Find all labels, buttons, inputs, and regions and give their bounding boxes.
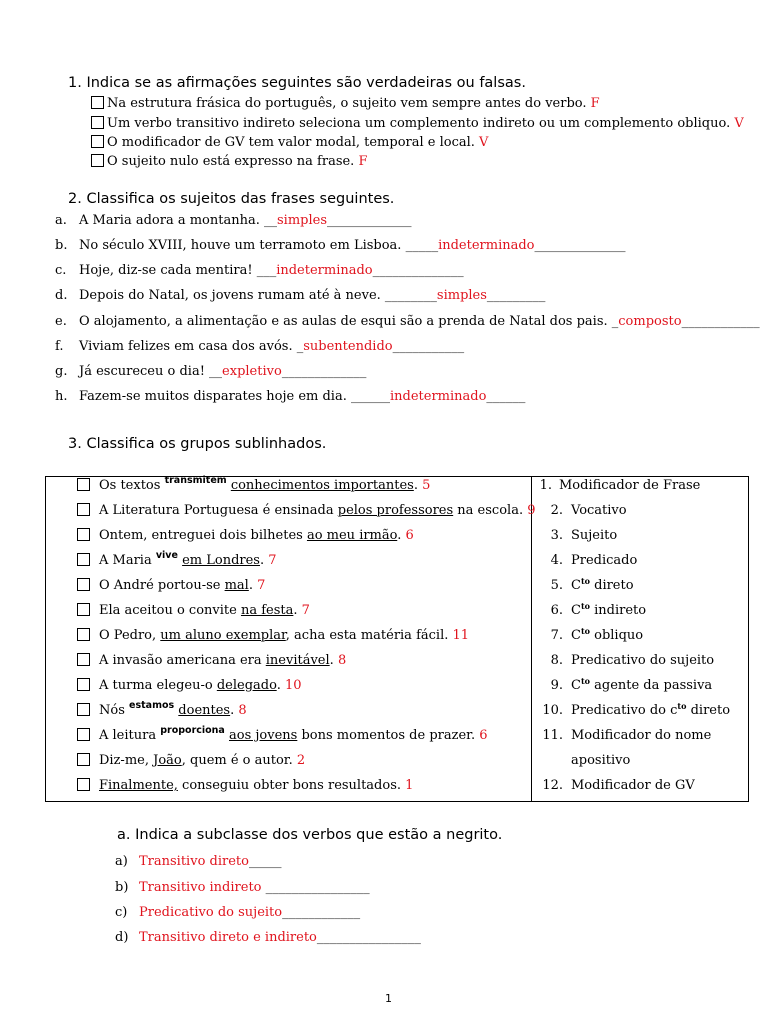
checkbox[interactable] — [77, 603, 90, 616]
function-list-item — [537, 728, 711, 743]
function-number: 12. — [542, 778, 563, 793]
bold-verb: estamos — [129, 700, 175, 711]
subject-item-blank: ______ — [486, 389, 526, 404]
sentence-text: Ela aceitou o convite — [99, 603, 241, 618]
checkbox[interactable] — [77, 678, 90, 691]
tf-item-answer: F — [358, 154, 368, 169]
function-text: direto — [589, 578, 634, 593]
complement-c: C — [571, 603, 581, 618]
tf-item — [91, 116, 744, 131]
table-row — [77, 503, 536, 518]
subject-item-answer: expletivo — [222, 364, 282, 379]
sentence-text: O André portou-se — [99, 578, 225, 593]
subject-item-text: O alojamento, a alimentação e as aulas de esqui são a prenda de Natal dos pais. _ — [79, 314, 619, 329]
checkbox[interactable] — [77, 778, 90, 791]
function-text: Modificador do nome — [571, 728, 712, 743]
tf-item-text: Na estrutura frásica do português, o sujeito vem sempre antes do verbo. — [107, 96, 587, 111]
subject-item-answer: indeterminado — [389, 389, 487, 404]
sentence-text: Diz-me, — [99, 753, 154, 768]
underlined-group: conhecimentos importantes — [230, 478, 414, 493]
complement-sup: to — [580, 601, 590, 611]
subject-item-answer: indeterminado — [276, 263, 373, 278]
subject-item-text: Já escureceu o dia! __ — [79, 364, 223, 379]
complement-c: C — [571, 678, 581, 693]
row-answer: 9 — [527, 503, 536, 518]
checkbox[interactable] — [77, 628, 90, 641]
function-number: 9. — [550, 678, 563, 693]
tf-item — [91, 154, 368, 169]
checkbox[interactable] — [91, 154, 104, 167]
function-number: 7. — [550, 628, 563, 643]
sentence-text: na escola. — [453, 503, 524, 518]
subject-item-text: No século XVIII, houve um terramoto em Lisboa. _____ — [79, 238, 439, 253]
verb-item-blank: _____ — [248, 854, 282, 869]
function-list-item — [537, 503, 627, 518]
table-row — [77, 628, 469, 643]
verb-item — [139, 854, 281, 869]
sentence-text: . — [276, 678, 281, 693]
row-answer: 5 — [422, 478, 431, 493]
table-row — [77, 725, 488, 743]
sentence-text: . — [293, 603, 298, 618]
checkbox[interactable] — [91, 96, 104, 109]
complement-sup: to — [580, 626, 590, 636]
section3-heading: 3. Classifica os grupos sublinhados. — [68, 436, 327, 452]
function-list-item — [537, 528, 617, 543]
subject-item-text: Fazem-se muitos disparates hoje em dia. ______ — [79, 389, 390, 404]
function-list-item — [537, 553, 637, 568]
subject-item-answer: subentendido — [303, 339, 393, 354]
table-row — [77, 753, 305, 768]
function-number: 10. — [542, 703, 563, 718]
underlined-group: João — [153, 753, 182, 768]
row-answer: 2 — [296, 753, 306, 768]
function-list-item — [537, 603, 646, 618]
function-text: Predicativo do c — [571, 703, 678, 718]
complement-sup: to — [677, 701, 687, 711]
table-row — [77, 603, 310, 618]
row-answer: 1 — [405, 778, 414, 793]
sentence-text: , quem é o autor. — [181, 753, 293, 768]
tf-item — [91, 135, 488, 150]
complement-sup: to — [580, 676, 590, 686]
sentence-text: , acha esta matéria fácil. — [285, 628, 449, 643]
subject-item — [79, 389, 525, 404]
subject-item-blank: _____________ — [281, 364, 367, 379]
verb-item-answer: Transitivo direto — [139, 854, 249, 869]
subject-item — [79, 263, 464, 278]
sentence-text: A Literatura Portuguesa é ensinada — [99, 503, 338, 518]
function-number: 1. — [539, 478, 552, 493]
row-answer: 11 — [452, 628, 470, 643]
tf-item — [91, 96, 600, 111]
table-row — [77, 653, 346, 668]
function-list-item — [537, 678, 712, 693]
underlined-group: ao meu irmão — [306, 528, 398, 543]
sentence-text: Ontem, entreguei dois bilhetes — [99, 528, 307, 543]
sectionA-heading: a. Indica a subclasse dos verbos que estão a negrito. — [117, 827, 503, 843]
function-number: 6. — [550, 603, 563, 618]
table-row — [77, 778, 413, 793]
verb-item-answer: Predicativo do sujeito — [139, 905, 283, 920]
sentence-text: conseguiu obter bons resultados. — [177, 778, 402, 793]
complement-c: C — [571, 628, 581, 643]
underlined-group: aos jovens — [229, 728, 298, 743]
subject-item-letter: a. — [55, 213, 67, 228]
row-answer: 8 — [238, 703, 247, 718]
function-list-item — [537, 753, 630, 768]
subject-item-letter: d. — [55, 288, 68, 303]
function-list-item — [537, 578, 634, 593]
sentence-text: O Pedro, — [99, 628, 161, 643]
checkbox[interactable] — [77, 528, 90, 541]
subject-item-blank: _________ — [486, 288, 546, 303]
sentence-text: Nós — [99, 703, 130, 718]
subject-item-blank: _____________ — [327, 213, 412, 228]
subject-item-letter: g. — [55, 364, 68, 379]
subject-item-blank: ______________ — [534, 238, 626, 253]
tf-item-answer: V — [479, 135, 489, 150]
function-number: 4. — [550, 553, 563, 568]
function-text: indireto — [589, 603, 647, 618]
sentence-text: . — [413, 478, 418, 493]
function-text: apositivo — [571, 753, 631, 768]
table-row — [77, 700, 247, 718]
sentence-text: . — [397, 528, 402, 543]
sentence-text: . — [230, 703, 235, 718]
sentence-text: A leitura — [99, 728, 161, 743]
table-row — [77, 528, 414, 543]
underlined-group: doentes — [178, 703, 231, 718]
subject-item-text: Hoje, diz-se cada mentira! ___ — [79, 263, 277, 278]
checkbox[interactable] — [77, 728, 90, 741]
row-answer: 6 — [479, 728, 488, 743]
function-list-item — [537, 703, 730, 718]
table-row — [77, 475, 431, 493]
verb-item-blank: ________________ — [316, 930, 421, 945]
verb-item-letter: d) — [115, 930, 129, 945]
verb-item-answer: Transitivo indireto — [139, 880, 262, 895]
table-divider — [531, 477, 532, 801]
section1-heading: 1. Indica se as afirmações seguintes são verdadeiras ou falsas. — [68, 75, 526, 91]
function-number: 11. — [542, 728, 563, 743]
verb-item — [139, 880, 370, 895]
sentence-text: A invasão americana era — [99, 653, 266, 668]
checkbox[interactable] — [77, 503, 90, 516]
function-text: Modificador de Frase — [559, 478, 701, 493]
bold-verb: transmitem — [164, 475, 227, 486]
tf-item-answer: V — [734, 116, 744, 131]
sentence-text: . — [259, 553, 265, 568]
checkbox[interactable] — [77, 478, 90, 491]
subject-item-blank: ______________ — [372, 263, 464, 278]
function-list-item — [537, 478, 700, 493]
tf-item-answer: F — [590, 96, 600, 111]
function-text: Predicado — [571, 553, 638, 568]
sentence-text: A Maria — [99, 553, 156, 568]
subject-item — [79, 288, 545, 303]
subject-item-letter: h. — [55, 389, 68, 404]
subject-item-answer: indeterminado — [438, 238, 535, 253]
function-list-item — [537, 778, 695, 793]
tf-item-text: O sujeito nulo está expresso na frase. — [107, 154, 355, 169]
verb-item — [139, 930, 421, 945]
subject-item — [79, 364, 366, 379]
function-text: agente da passiva — [589, 678, 713, 693]
subject-item-letter: f. — [55, 339, 64, 354]
sentence-text: Os textos — [99, 478, 165, 493]
underlined-group: Finalmente, — [99, 778, 178, 793]
bold-verb: vive — [155, 550, 178, 561]
underlined-group: pelos professores — [337, 503, 454, 518]
subject-item-letter: c. — [55, 263, 67, 278]
row-answer: 10 — [284, 678, 302, 693]
section2-heading: 2. Classifica os sujeitos das frases seguintes. — [68, 191, 395, 207]
checkbox[interactable] — [77, 578, 90, 591]
checkbox[interactable] — [77, 553, 90, 566]
classification-table — [45, 476, 749, 802]
function-text: direto — [686, 703, 731, 718]
verb-item-answer: Transitivo direto e indireto — [139, 930, 317, 945]
checkbox[interactable] — [77, 653, 90, 666]
complement-c: C — [571, 578, 581, 593]
function-list-item — [537, 653, 714, 668]
verb-item-letter: c) — [115, 905, 128, 920]
function-text: Modificador de GV — [571, 778, 695, 793]
underlined-group: delegado — [216, 678, 277, 693]
sentence-text: bons momentos de prazer. — [297, 728, 476, 743]
function-text: Sujeito — [571, 528, 618, 543]
row-answer: 8 — [337, 653, 347, 668]
sentence-text: . — [329, 653, 334, 668]
verb-item — [139, 905, 360, 920]
table-row — [77, 678, 302, 693]
subject-item-blank: ____________ — [681, 314, 760, 329]
row-answer: 7 — [257, 578, 266, 593]
sentence-text: A turma elegeu-o — [99, 678, 217, 693]
verb-item-blank: ________________ — [261, 880, 370, 895]
verb-item-letter: a) — [115, 854, 128, 869]
function-list-item — [537, 628, 643, 643]
function-number: 8. — [550, 653, 563, 668]
table-row — [77, 550, 277, 568]
tf-item-text: Um verbo transitivo indireto seleciona um complemento indireto ou um complemento obliquo. — [107, 116, 731, 131]
underlined-group: na festa — [240, 603, 294, 618]
underlined-group: mal — [224, 578, 249, 593]
subject-item-text: A Maria adora a montanha. __ — [79, 213, 277, 228]
subject-item-answer: simples — [436, 288, 487, 303]
tf-item-text: O modificador de GV tem valor modal, temporal e local. — [107, 135, 475, 150]
verb-item-blank: ____________ — [282, 905, 361, 920]
sentence-text: . — [248, 578, 253, 593]
subject-item-letter: b. — [55, 238, 68, 253]
subject-item — [79, 213, 412, 228]
verb-item-letter: b) — [115, 880, 129, 895]
subject-item — [79, 314, 760, 329]
table-row — [77, 578, 265, 593]
function-number: 2. — [550, 503, 563, 518]
function-text: Vocativo — [571, 503, 627, 518]
function-number: 3. — [550, 528, 563, 543]
page-number: 1 — [385, 992, 392, 1005]
row-answer: 6 — [405, 528, 414, 543]
underlined-group: um aluno exemplar — [160, 628, 286, 643]
checkbox[interactable] — [91, 116, 104, 129]
function-number: 5. — [550, 578, 563, 593]
checkbox[interactable] — [77, 753, 90, 766]
subject-item-answer: composto — [618, 314, 682, 329]
subject-item-answer: simples — [276, 213, 327, 228]
subject-item — [79, 339, 464, 354]
row-answer: 7 — [301, 603, 310, 618]
subject-item-letter: e. — [55, 314, 67, 329]
bold-verb: proporciona — [160, 725, 225, 736]
complement-sup: to — [580, 576, 590, 586]
underlined-group: inevitável — [265, 653, 330, 668]
checkbox[interactable] — [77, 703, 90, 716]
subject-item — [79, 238, 626, 253]
subject-item-blank: ___________ — [392, 339, 465, 354]
checkbox[interactable] — [91, 135, 104, 148]
underlined-group: em Londres — [182, 553, 260, 568]
row-answer: 7 — [268, 553, 277, 568]
function-text: obliquo — [589, 628, 644, 643]
subject-item-text: Depois do Natal, os jovens rumam até à neve. ________ — [79, 288, 437, 303]
subject-item-text: Viviam felizes em casa dos avós. _ — [79, 339, 304, 354]
function-text: Predicativo do sujeito — [571, 653, 715, 668]
